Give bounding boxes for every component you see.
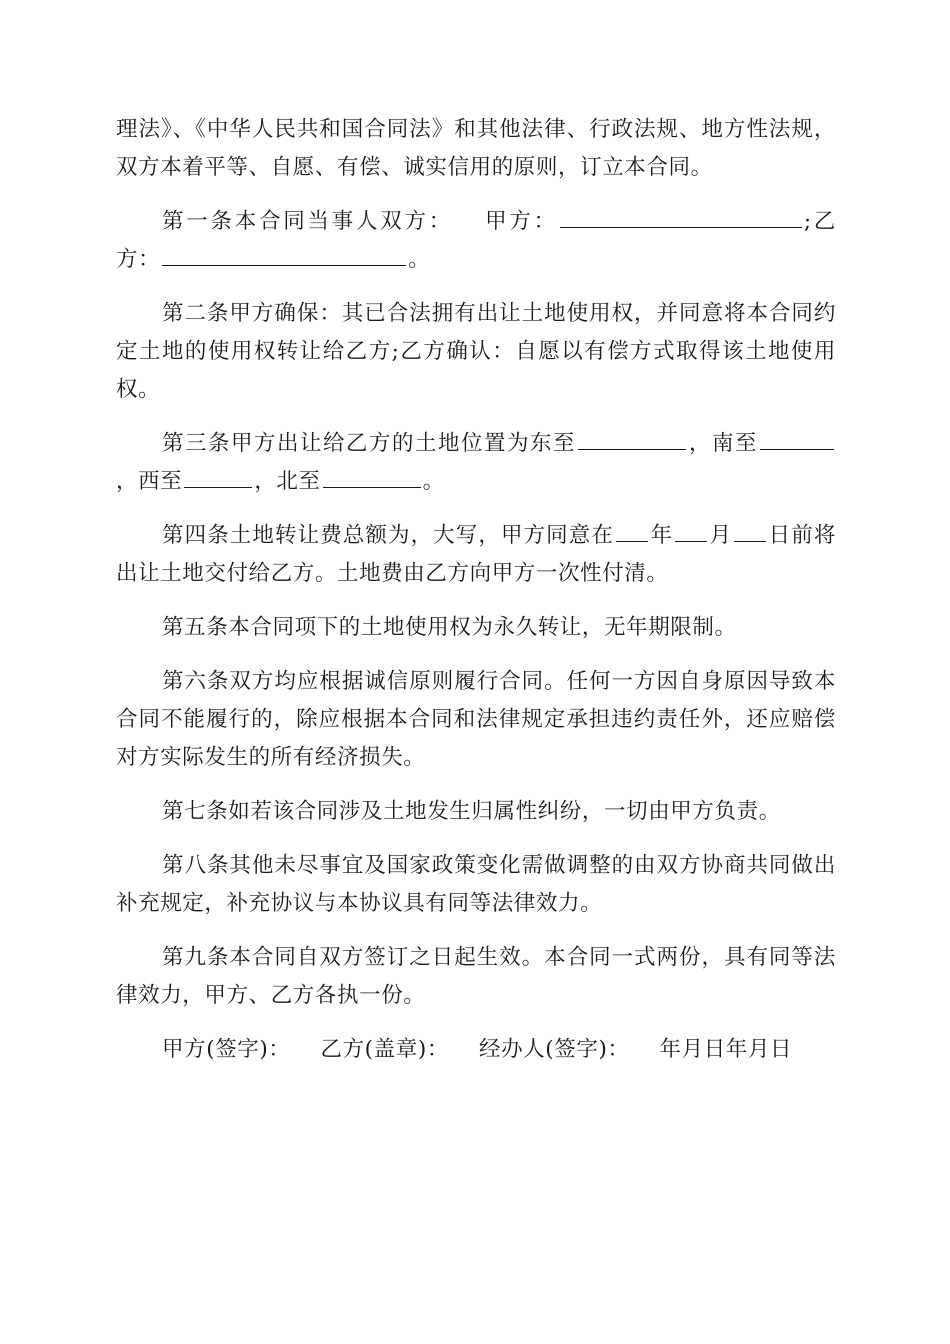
article-4-month: 月 (709, 523, 733, 548)
article-9: 第九条本合同自双方签订之日起生效。本合同一式两份，具有同等法律效力，甲方、乙方各执一份。 (116, 945, 836, 1008)
south-boundary-blank (760, 425, 834, 450)
signature-line (116, 1031, 836, 1069)
article-2: 第二条甲方确保：其已合法拥有出让土地使用权，并同意将本合同约定土地的使用权转让给乙方;乙方确认：自愿以有偿方式取得该土地使用权。 (116, 301, 836, 402)
article-3 (116, 425, 836, 501)
article-8: 第八条其他未尽事宜及国家政策变化需做调整的由双方协商共同做出补充规定，补充协议与本协议具有同等法律效力。 (116, 853, 836, 916)
intro-paragraph: 理法》、《中华人民共和国合同法》和其他法律、行政法规、地方性法规，双方本着平等、自愿、有偿、诚实信用的原则，订立本合同。 (116, 117, 836, 180)
east-boundary-blank (578, 425, 686, 450)
article-1-party-b-label: ;乙方： (116, 209, 836, 272)
article-5: 第五条本合同项下的土地使用权为永久转让，无年期限制。 (162, 615, 737, 640)
article-3-south-label: ，南至 (688, 431, 758, 456)
article-3-prefix: 第三条甲方出让给乙方的土地位置为东至 (162, 431, 577, 456)
year-blank (616, 517, 648, 542)
agent-signature-label: 经办人(签字)： (478, 1037, 630, 1062)
contract-page (116, 111, 836, 1085)
article-4-rest: 日前将出让土地交付给乙方。土地费由乙方向甲方一次性付清。 (116, 523, 836, 586)
party-b-blank (162, 241, 406, 266)
party-a-blank (560, 203, 802, 228)
party-a-signature-label: 甲方(签字)： (162, 1037, 291, 1062)
month-blank (675, 517, 707, 542)
article-1 (116, 203, 836, 279)
day-blank (734, 517, 766, 542)
west-boundary-blank (184, 463, 252, 488)
article-4-prefix: 第四条土地转让费总额为，大写，甲方同意在 (162, 523, 614, 548)
article-1-party-a-label: 甲方： (483, 209, 558, 234)
article-3-west-label: ，西至 (116, 469, 183, 494)
signature-dates: 年月日年月日 (659, 1037, 793, 1062)
article-4 (116, 517, 836, 593)
article-3-north-label: ，北至 (254, 469, 321, 494)
article-7: 第七条如若该合同涉及土地发生归属性纠纷，一切由甲方负责。 (162, 799, 781, 824)
article-4-year: 年 (649, 523, 674, 548)
article-6: 第六条双方均应根据诚信原则履行合同。任何一方因自身原因导致本合同不能履行的，除应根据本合同和法律规定承担违约责任外，还应赔偿对方实际发生的所有经济损失。 (116, 669, 836, 770)
party-b-seal-label: 乙方(盖章)： (320, 1037, 449, 1062)
article-3-end: 。 (422, 469, 445, 494)
north-boundary-blank (323, 463, 421, 488)
article-1-end: 。 (408, 247, 431, 272)
article-1-prefix: 第一条本合同当事人双方： (162, 209, 453, 234)
